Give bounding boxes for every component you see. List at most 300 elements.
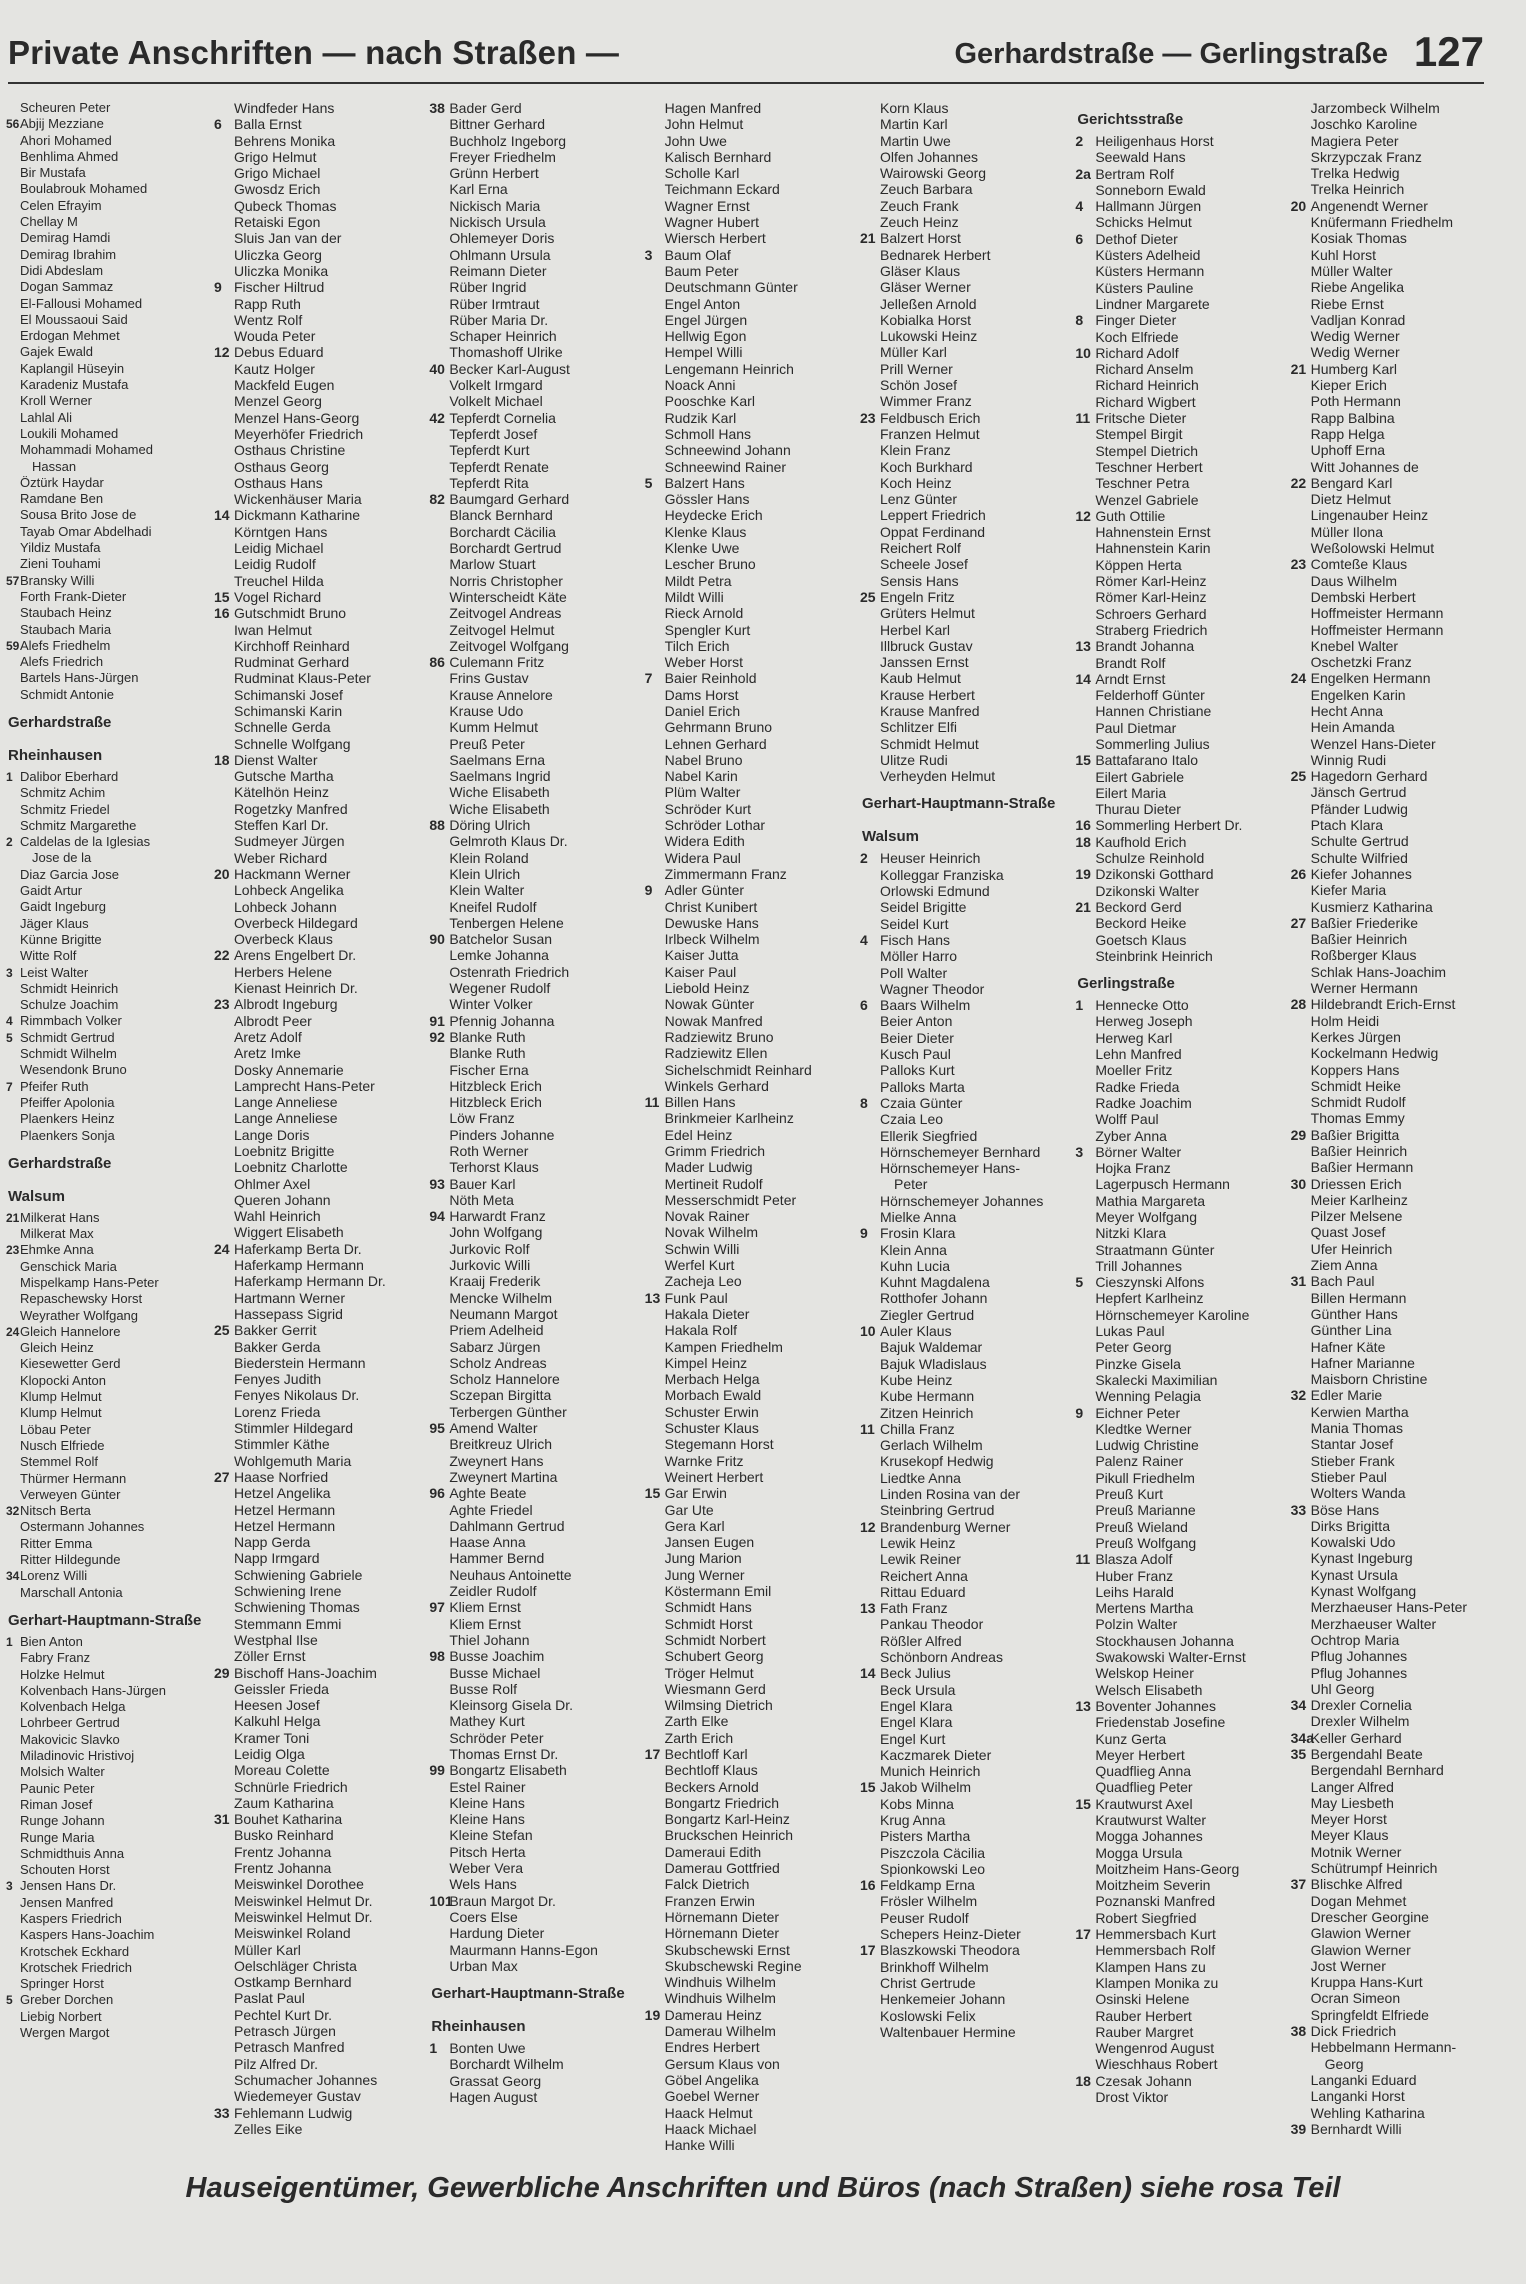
resident-name: Haase Norfried [234, 1468, 329, 1485]
list-item [214, 1290, 427, 1306]
list-item [645, 736, 858, 752]
resident-name: Lange Anneliese [234, 1094, 338, 1111]
resident-name: Bischoff Hans-Joachim [234, 1664, 377, 1681]
list-item [860, 1568, 1073, 1584]
list-item [214, 230, 427, 246]
list-item [645, 540, 858, 556]
list-item [214, 1990, 427, 2006]
list-item [1291, 1730, 1504, 1746]
list-item [1075, 2008, 1288, 2024]
resident-name: Schön Josef [879, 377, 958, 394]
list-item [1291, 915, 1504, 931]
resident-name: Fenyes Nikolaus Dr. [234, 1387, 360, 1404]
list-item [1291, 947, 1504, 963]
resident-name: Bednarek Herbert [879, 246, 991, 263]
house-number: 25 [859, 588, 876, 605]
resident-name: Harwardt Franz [449, 1208, 546, 1225]
list-item [860, 638, 1073, 654]
list-item [645, 2056, 858, 2072]
resident-name: Kube Heinz [879, 1371, 953, 1388]
list-item [1075, 166, 1288, 182]
resident-name: Fenyes Judith [234, 1371, 322, 1388]
resident-name: Albrodt Peer [234, 1012, 312, 1029]
resident-name: Windfeder Hans [234, 100, 335, 116]
list-item [1291, 1404, 1504, 1420]
resident-name: Huber Franz [1095, 1567, 1174, 1584]
list-item [429, 1779, 642, 1795]
list-item [6, 1650, 212, 1666]
resident-name: Drost Viktor [1095, 2089, 1169, 2106]
resident-name: Reichert Rolf [879, 540, 961, 557]
list-item [1291, 654, 1504, 670]
resident-name: Nabel Karin [664, 768, 738, 785]
resident-name: Wiersch Herbert [664, 230, 766, 247]
list-item [214, 1029, 427, 1045]
resident-name: Zimmermann Franz [664, 865, 787, 882]
resident-name: Herweg Joseph [1095, 1013, 1193, 1030]
resident-name: Busse Rolf [449, 1680, 518, 1697]
list-item [214, 198, 427, 214]
list-item [860, 165, 1073, 181]
list-item [429, 1746, 642, 1762]
resident-name: Coers Else [449, 1908, 518, 1925]
list-item [429, 540, 642, 556]
resident-name: Hardung Dieter [449, 1925, 545, 1942]
list-item [860, 1242, 1073, 1258]
resident-name: Meiswinkel Helmut Dr. [234, 1892, 373, 1909]
resident-name: Müller Walter [1310, 262, 1393, 279]
column-4 [645, 100, 860, 2160]
list-item [6, 1715, 212, 1731]
resident-name: Grüters Helmut [879, 605, 975, 622]
resident-name: Retaiski Egon [234, 214, 321, 231]
list-item [214, 622, 427, 638]
resident-name: Didi Abdeslam [20, 262, 104, 278]
list-item [6, 328, 212, 344]
resident-name: Wergen Margot [20, 2025, 110, 2041]
list-item [1075, 1926, 1288, 1942]
house-number: 6 [1075, 230, 1084, 247]
resident-name: Küsters Hermann [1095, 263, 1205, 280]
list-item [1291, 1306, 1504, 1322]
resident-name: Pisters Martha [879, 1828, 971, 1845]
list-item [429, 947, 642, 963]
list-item [1075, 1079, 1288, 1095]
resident-name: Pflug Johannes [1310, 1648, 1408, 1665]
list-item [1291, 1224, 1504, 1240]
list-item [860, 1486, 1073, 1502]
list-item [1075, 850, 1288, 866]
resident-name: Rauber Herbert [1095, 2007, 1192, 2024]
list-item [1291, 1062, 1504, 1078]
resident-name: Poll Walter [879, 964, 948, 981]
list-item [860, 1128, 1073, 1144]
list-item [429, 622, 642, 638]
list-item [429, 687, 642, 703]
list-item [1075, 231, 1288, 247]
resident-name: Preuß Marianne [1095, 1502, 1196, 1519]
house-number: 3 [6, 1879, 13, 1894]
resident-name: Bernhardt Willi [1310, 2120, 1402, 2137]
list-item [645, 1762, 858, 1778]
resident-name: Thurau Dieter [1095, 801, 1181, 818]
list-item [645, 882, 858, 898]
resident-name: Hemmersbach Rolf [1095, 1942, 1216, 1959]
list-item [1291, 589, 1504, 605]
list-item [429, 214, 642, 230]
list-item [1075, 1763, 1288, 1779]
house-number: 96 [429, 1485, 445, 1502]
list-item [1075, 1942, 1288, 1958]
list-item [6, 1813, 212, 1829]
house-number: 2 [1075, 133, 1084, 149]
resident-name: Kampen Friedhelm [664, 1338, 783, 1355]
resident-name: Hein Amanda [1310, 719, 1395, 736]
house-number: 6 [859, 997, 868, 1014]
resident-name: Schnürle Friedrich [234, 1778, 348, 1795]
resident-name: Zeitvogel Wolfgang [449, 637, 569, 654]
resident-name: Jurkovic Willi [449, 1257, 531, 1274]
list-item [1075, 524, 1288, 540]
resident-name: Engel Klara [879, 1697, 953, 1714]
list-item [860, 932, 1073, 948]
resident-name: Palloks Marta [879, 1078, 965, 1095]
list-item [429, 1844, 642, 1860]
resident-name: Kiesewetter Gerd [20, 1356, 121, 1372]
resident-name: Fritsche Dieter [1095, 410, 1187, 427]
list-item [6, 1454, 212, 1470]
resident-name: Wenzel Gabriele [1095, 491, 1199, 508]
resident-name: Schlak Hans-Joachim [1310, 963, 1447, 980]
list-item [1075, 1828, 1288, 1844]
list-item [429, 100, 642, 116]
list-item [645, 1306, 858, 1322]
resident-name: Poznanski Manfred [1095, 1893, 1216, 1910]
resident-name: Stimmler Hildegard [234, 1420, 354, 1437]
list-item [214, 1420, 427, 1436]
resident-name: Chilla Franz [879, 1420, 955, 1437]
resident-name: Baars Wilhelm [879, 997, 971, 1014]
list-item [645, 1567, 858, 1583]
resident-name: Tepferdt Renate [449, 458, 549, 475]
resident-name: Bongartz Karl-Heinz [664, 1811, 790, 1828]
resident-name: Klump Helmut [20, 1389, 102, 1405]
resident-name: Kuhnt Magdalena [879, 1274, 990, 1291]
resident-name: Maurmann Hanns-Egon [449, 1941, 598, 1958]
list-item [214, 899, 427, 915]
list-item [1291, 2007, 1504, 2023]
list-item [214, 1534, 427, 1550]
house-number: 93 [429, 1175, 445, 1192]
list-item [214, 1062, 427, 1078]
resident-name: Irlbeck Wilhelm [664, 931, 760, 948]
house-number: 91 [429, 1012, 445, 1029]
resident-name: Zitzen Heinrich [879, 1404, 974, 1421]
house-number: 12 [859, 1518, 876, 1535]
resident-name: Culemann Fritz [449, 654, 545, 671]
list-item [214, 116, 427, 132]
resident-name: Terhorst Klaus [449, 1159, 539, 1176]
list-item [6, 670, 212, 686]
resident-name: Zelles Eike [234, 2120, 303, 2137]
list-item [429, 1518, 642, 1534]
list-item [1291, 1502, 1504, 1518]
resident-name: Ehmke Anna [20, 1242, 94, 1258]
list-item [1075, 361, 1288, 377]
resident-name: Aretz Imke [234, 1045, 301, 1062]
resident-name: Estel Rainer [449, 1778, 526, 1795]
list-item [6, 1781, 212, 1797]
resident-name: Franzen Helmut [879, 425, 980, 442]
resident-name: Blaszkowski Theodora [879, 1942, 1020, 1959]
list-item [645, 1550, 858, 1566]
resident-name: Bongartz Elisabeth [449, 1762, 567, 1779]
list-item [6, 475, 212, 491]
list-item [645, 1208, 858, 1224]
list-item [1291, 377, 1504, 393]
list-item [1075, 883, 1288, 899]
list-item [6, 850, 212, 866]
list-item [6, 1422, 212, 1438]
list-item [6, 687, 212, 703]
resident-name: Hebbelmann Hermann- [1310, 2039, 1457, 2056]
list-item [1075, 1665, 1288, 1681]
resident-name: Beckord Heike [1095, 915, 1187, 932]
list-item [214, 1730, 427, 1746]
resident-name: Blanke Ruth [449, 1028, 526, 1045]
resident-name: Schouten Horst [20, 1862, 110, 1878]
resident-name: Moreau Colette [234, 1762, 330, 1779]
resident-name: Warnke Fritz [664, 1452, 744, 1469]
resident-name: Edler Marie [1310, 1387, 1383, 1404]
resident-name: El-Fallousi Mohamed [20, 295, 143, 311]
resident-name: Magiera Peter [1310, 132, 1399, 149]
resident-name: Dick Friedrich [1310, 2023, 1397, 2040]
list-item [645, 1257, 858, 1273]
resident-name: Bittner Gerhard [449, 116, 546, 133]
list-item [645, 1518, 858, 1534]
list-item [214, 1322, 427, 1338]
resident-name: Mispelkamp Hans-Peter [20, 1275, 159, 1290]
list-item [1291, 996, 1504, 1012]
list-item [1075, 198, 1288, 214]
resident-name: Aghte Beate [449, 1485, 527, 1502]
list-item [214, 719, 427, 735]
house-number: 2 [859, 850, 868, 867]
resident-name: Beier Dieter [879, 1029, 954, 1046]
resident-name: Greber Dorchen [20, 1992, 114, 2008]
list-item [860, 1193, 1073, 1209]
resident-name: Leist Walter [20, 964, 89, 980]
list-item [645, 426, 858, 442]
list-item [1291, 752, 1504, 768]
house-number: 32 [1290, 1387, 1307, 1404]
list-item [1291, 1241, 1504, 1257]
house-number: 21 [1075, 898, 1091, 915]
resident-name: Angenendt Werner [1310, 197, 1428, 214]
list-item [1075, 834, 1288, 850]
list-item [6, 1976, 212, 1992]
resident-name: Schnelle Wolfgang [234, 735, 351, 752]
resident-name: Pilz Alfred Dr. [234, 2055, 319, 2072]
resident-name: Wedig Werner [1310, 344, 1400, 361]
list-item [1075, 2040, 1288, 2056]
resident-name: Eichner Peter [1095, 1404, 1181, 1421]
house-number: 4 [1075, 198, 1084, 215]
list-item [1075, 377, 1288, 393]
list-item [860, 948, 1073, 964]
list-item [1291, 198, 1504, 214]
resident-name: Mogga Ursula [1095, 1844, 1183, 1861]
resident-name: Martin Karl [879, 116, 948, 133]
list-item [1075, 736, 1288, 752]
resident-name: Weber Richard [234, 849, 328, 866]
resident-name: Koslowski Felix [879, 2007, 976, 2024]
list-item [6, 1878, 212, 1894]
resident-name: Reimann Dieter [449, 262, 547, 279]
list-item [860, 1388, 1073, 1404]
resident-name: Beckers Arnold [664, 1778, 759, 1795]
resident-name: Robert Siegfried [1095, 1909, 1197, 1926]
list-item [214, 1192, 427, 1208]
resident-name: Dewuske Hans [664, 914, 759, 931]
resident-name: Klampen Monika zu [1095, 1974, 1219, 1991]
resident-name: Hallmann Jürgen [1095, 198, 1202, 215]
resident-name: Bajuk Wladislaus [879, 1355, 987, 1372]
list-item [1075, 426, 1288, 442]
resident-name: Schmidt Wilhelm [20, 1046, 117, 1062]
list-item [6, 279, 212, 295]
list-item [860, 1845, 1073, 1861]
resident-name: Spionkowski Leo [879, 1860, 986, 1877]
house-number: 28 [1290, 996, 1307, 1013]
list-item [214, 1127, 427, 1143]
list-item [214, 1616, 427, 1632]
resident-name: Köppen Herta [1095, 556, 1182, 573]
resident-name: Eilert Gabriele [1095, 768, 1185, 785]
list-item [1075, 540, 1288, 556]
resident-name: Zeitvogel Helmut [449, 621, 555, 638]
list-item [214, 1925, 427, 1941]
house-number: 10 [1075, 344, 1091, 361]
list-item [214, 2105, 427, 2121]
list-item [214, 1844, 427, 1860]
resident-name: Bransky Willi [20, 572, 95, 588]
resident-name: Ulitze Rudi [879, 751, 948, 768]
house-number: 20 [1290, 197, 1307, 214]
resident-name: Blanke Ruth [449, 1045, 526, 1062]
resident-name: Weber Vera [449, 1860, 523, 1877]
list-item [860, 1225, 1073, 1241]
resident-name: Heydecke Erich [664, 507, 763, 524]
list-item [214, 2088, 427, 2104]
resident-name: Gerlach Wilhelm [879, 1437, 983, 1454]
list-item [6, 867, 212, 883]
list-item [1291, 1078, 1504, 1094]
list-item [860, 1991, 1073, 2007]
resident-name: Stockhausen Johanna [1095, 1632, 1234, 1649]
list-item [6, 916, 212, 932]
resident-name: Kolvenbach Helga [20, 1699, 126, 1715]
list-item [1075, 280, 1288, 296]
list-item [429, 1420, 642, 1436]
resident-name: Riman Josef [20, 1796, 93, 1812]
resident-name: Baßier Heinrich [1310, 931, 1408, 948]
resident-name: Wesendonk Bruno [20, 1062, 127, 1078]
list-item [645, 1078, 858, 1094]
directory-columns [6, 100, 1506, 2160]
list-item [1291, 1290, 1504, 1306]
resident-name: Pfeiffer Apolonia [20, 1094, 115, 1110]
resident-name: Rieck Arnold [664, 605, 744, 622]
resident-name: Meier Karlheinz [1310, 1191, 1408, 1208]
resident-name: Blanck Bernhard [449, 507, 553, 524]
resident-name: Munich Heinrich [879, 1763, 981, 1780]
resident-name: Kleine Stefan [449, 1827, 533, 1844]
list-item [214, 279, 427, 295]
resident-name: Norris Christopher [449, 572, 563, 589]
resident-name: Schneewind Rainer [664, 458, 787, 475]
list-item [1291, 1159, 1504, 1175]
list-item [860, 426, 1073, 442]
column-2 [214, 100, 429, 2160]
resident-name: Liebig Norbert [20, 2008, 102, 2024]
list-item [429, 703, 642, 719]
resident-name: Hagen Manfred [664, 100, 762, 116]
list-item [645, 1844, 858, 1860]
house-number: 18 [214, 751, 230, 768]
list-item [6, 1846, 212, 1862]
list-item [214, 181, 427, 197]
list-item [645, 687, 858, 703]
resident-name: Radziewitz Ellen [664, 1045, 768, 1062]
list-item [1291, 1779, 1504, 1795]
resident-name: Mogga Johannes [1095, 1828, 1203, 1845]
list-item [645, 1925, 858, 1941]
list-item [214, 344, 427, 360]
list-item [645, 1811, 858, 1827]
resident-name: Kube Hermann [879, 1388, 975, 1405]
house-number: 9 [859, 1225, 868, 1242]
resident-name: Verweyen Günter [20, 1486, 121, 1502]
list-item [214, 1762, 427, 1778]
list-item [860, 1372, 1073, 1388]
list-item [214, 491, 427, 507]
resident-name: Liebold Heinz [664, 980, 750, 997]
resident-name: Wouda Peter [234, 328, 316, 345]
resident-name: Zaum Katharina [234, 1794, 334, 1811]
list-item [429, 1827, 642, 1843]
resident-name: Rauber Margret [1095, 2023, 1194, 2040]
resident-name: Müller Karl [234, 1941, 301, 1958]
resident-name: Kaczmarek Dieter [879, 1746, 992, 1763]
resident-name: Bauer Karl [449, 1175, 516, 1192]
resident-name: Auler Klaus [879, 1323, 952, 1340]
list-item [1075, 1519, 1288, 1535]
list-item [6, 1699, 212, 1715]
resident-name: Bergendahl Bernhard [1310, 1762, 1444, 1779]
resident-name: Keller Gerhard [1310, 1729, 1402, 1746]
list-item [214, 1045, 427, 1061]
list-item [429, 507, 642, 523]
resident-name: Werfel Kurt [664, 1257, 735, 1274]
list-item [214, 1257, 427, 1273]
list-item [214, 2007, 427, 2023]
resident-name: Radke Joachim [1095, 1094, 1192, 1111]
resident-name: Pilzer Melsene [1310, 1208, 1403, 1225]
list-item [214, 165, 427, 181]
page-header [8, 22, 1484, 84]
